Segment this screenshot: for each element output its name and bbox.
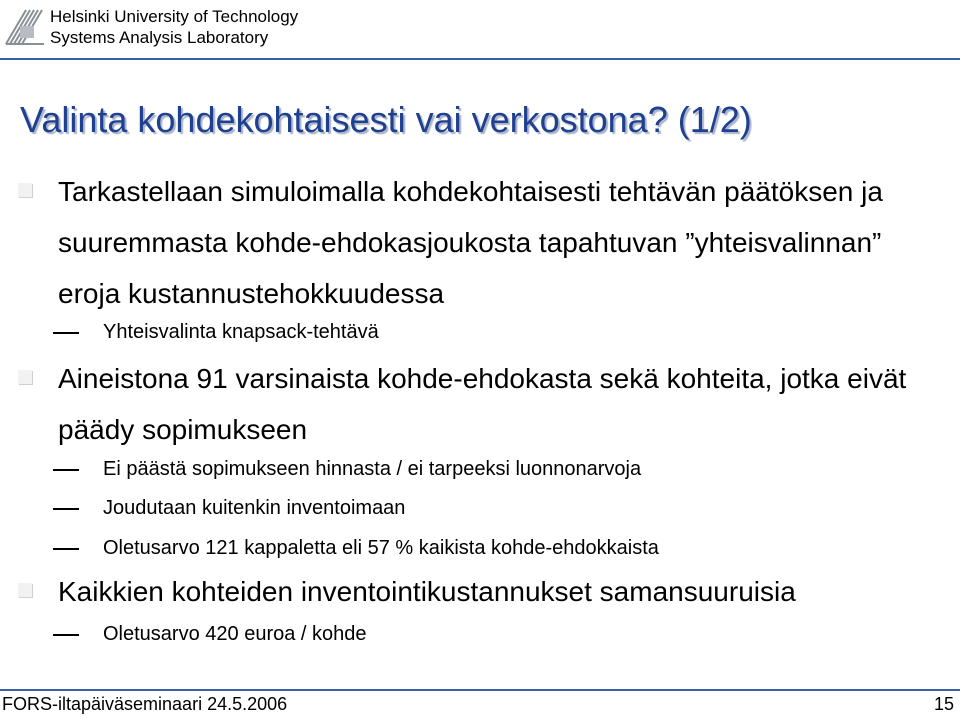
bullet-square-icon	[18, 583, 32, 597]
bullet-square-icon	[18, 370, 32, 384]
footer-divider	[0, 689, 960, 691]
sub-bullet-5-text: Oletusarvo 420 euroa / kohde	[103, 623, 367, 645]
dash-icon	[53, 332, 79, 334]
sub-bullet-1	[103, 320, 379, 344]
bullet-1	[58, 166, 948, 319]
bullet-1-text: Tarkastellaan simuloimalla kohdekohtaisesti tehtävän päätöksen ja suuremmasta kohde-ehdokasjoukosta tapahtuvan ”yhteisvalinnan” eroja kustannustehokkuudessa	[58, 176, 883, 309]
sub-bullet-4	[103, 536, 659, 560]
bullet-3-text: Kaikkien kohteiden inventointikustannukset samansuuruisia	[58, 576, 796, 607]
slide-title: Valinta kohdekohtaisesti vai verkostona? (1/2)	[20, 99, 752, 140]
sub-bullet-3-text: Joudutaan kuitenkin inventoimaan	[103, 497, 406, 519]
dash-icon	[53, 508, 79, 510]
dash-icon	[53, 548, 79, 550]
page-number: 15	[933, 694, 954, 714]
bullet-square-icon	[18, 183, 32, 197]
dash-icon	[53, 469, 79, 471]
lab-name: Systems Analysis Laboratory	[50, 28, 269, 47]
bullet-2-text: Aineistona 91 varsinaista kohde-ehdokasta sekä kohteita, jotka eivät päädy sopimukseen	[58, 363, 907, 445]
footer-event: FORS-iltapäiväseminaari 24.5.2006	[2, 694, 288, 714]
dash-icon	[53, 634, 79, 636]
sub-bullet-3	[103, 496, 405, 520]
institution-name: Helsinki University of Technology	[50, 7, 299, 26]
sub-bullet-5	[103, 622, 367, 646]
bullet-2	[58, 353, 948, 455]
sub-bullet-2-text: Ei päästä sopimukseen hinnasta / ei tarpeeksi luonnonarvoja	[103, 458, 642, 480]
bullet-3	[58, 566, 948, 617]
sub-bullet-2	[103, 457, 641, 481]
sub-bullet-4-text: Oletusarvo 121 kappaletta eli 57 % kaikista kohde-ehdokkaista	[103, 537, 659, 559]
sub-bullet-1-text: Yhteisvalinta knapsack-tehtävä	[103, 321, 379, 343]
